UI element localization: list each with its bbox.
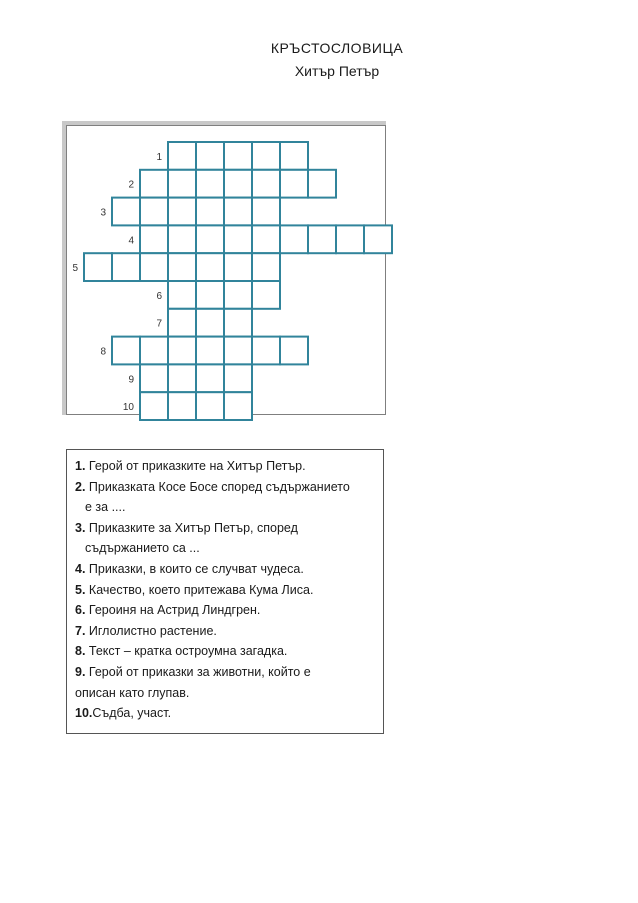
row-number-label: 5 [72, 263, 78, 275]
clue-text: Текст – кратка остроумна загадка. [85, 644, 288, 659]
clue-item [75, 703, 375, 724]
clue-number: 7. [75, 623, 86, 638]
clue-number: 4. [75, 561, 86, 576]
clue-list [75, 456, 375, 724]
clue-item [75, 662, 375, 703]
clue-item [75, 641, 375, 662]
clue-continuation: е за .... [85, 500, 126, 515]
row-number-label: 9 [128, 374, 134, 386]
clue-item [75, 621, 375, 642]
clue-item [75, 456, 375, 477]
row-number-label: 8 [100, 346, 106, 358]
clue-continuation: описан като глупав. [75, 685, 190, 700]
page-subtitle: Хитър Петър [294, 63, 380, 79]
row-number-label: 7 [156, 318, 162, 330]
page-title: КРЪСТОСЛОВИЦА [270, 40, 404, 56]
clue-text: Съдба, участ. [92, 706, 172, 721]
clue-item [75, 477, 375, 518]
clue-item [75, 600, 375, 621]
clues-box [66, 449, 384, 734]
row-number-label: 1 [156, 151, 162, 163]
clue-number: 2. [75, 479, 86, 494]
clue-number: 5. [75, 582, 86, 597]
clue-text: Герой от приказките на Хитър Петър. [85, 459, 306, 473]
clue-item [75, 518, 375, 559]
clue-text: Герой от приказки за животни, който е [85, 664, 311, 679]
clue-text: Приказката Косе Босе според съдържанието [85, 479, 350, 494]
clue-text: Иглолистно растение. [85, 623, 217, 638]
clue-continuation: съдържанието са ... [85, 541, 200, 556]
row-number-label: 2 [128, 179, 134, 191]
row-number-label: 6 [156, 290, 162, 302]
clue-number: 3. [75, 520, 86, 535]
clue-number: 9. [75, 664, 86, 679]
row-number-label: 4 [128, 235, 134, 247]
clue-number: 10. [75, 706, 93, 721]
crossword-frame [66, 125, 386, 415]
clue-item [75, 559, 375, 580]
clue-text: Приказките за Хитър Петър, според [85, 520, 298, 535]
clue-text: Качество, което притежава Кума Лиса. [85, 582, 314, 597]
clue-text: Героиня на Астрид Линдгрен. [85, 603, 261, 618]
row-number-label: 3 [100, 207, 106, 219]
clue-number: 8. [75, 644, 86, 659]
row-number-label: 10 [122, 402, 134, 414]
clue-item [75, 580, 375, 601]
clue-text: Приказки, в които се случват чудеса. [85, 561, 304, 576]
clue-number: 6. [75, 603, 86, 618]
clue-number: 1. [75, 459, 86, 473]
